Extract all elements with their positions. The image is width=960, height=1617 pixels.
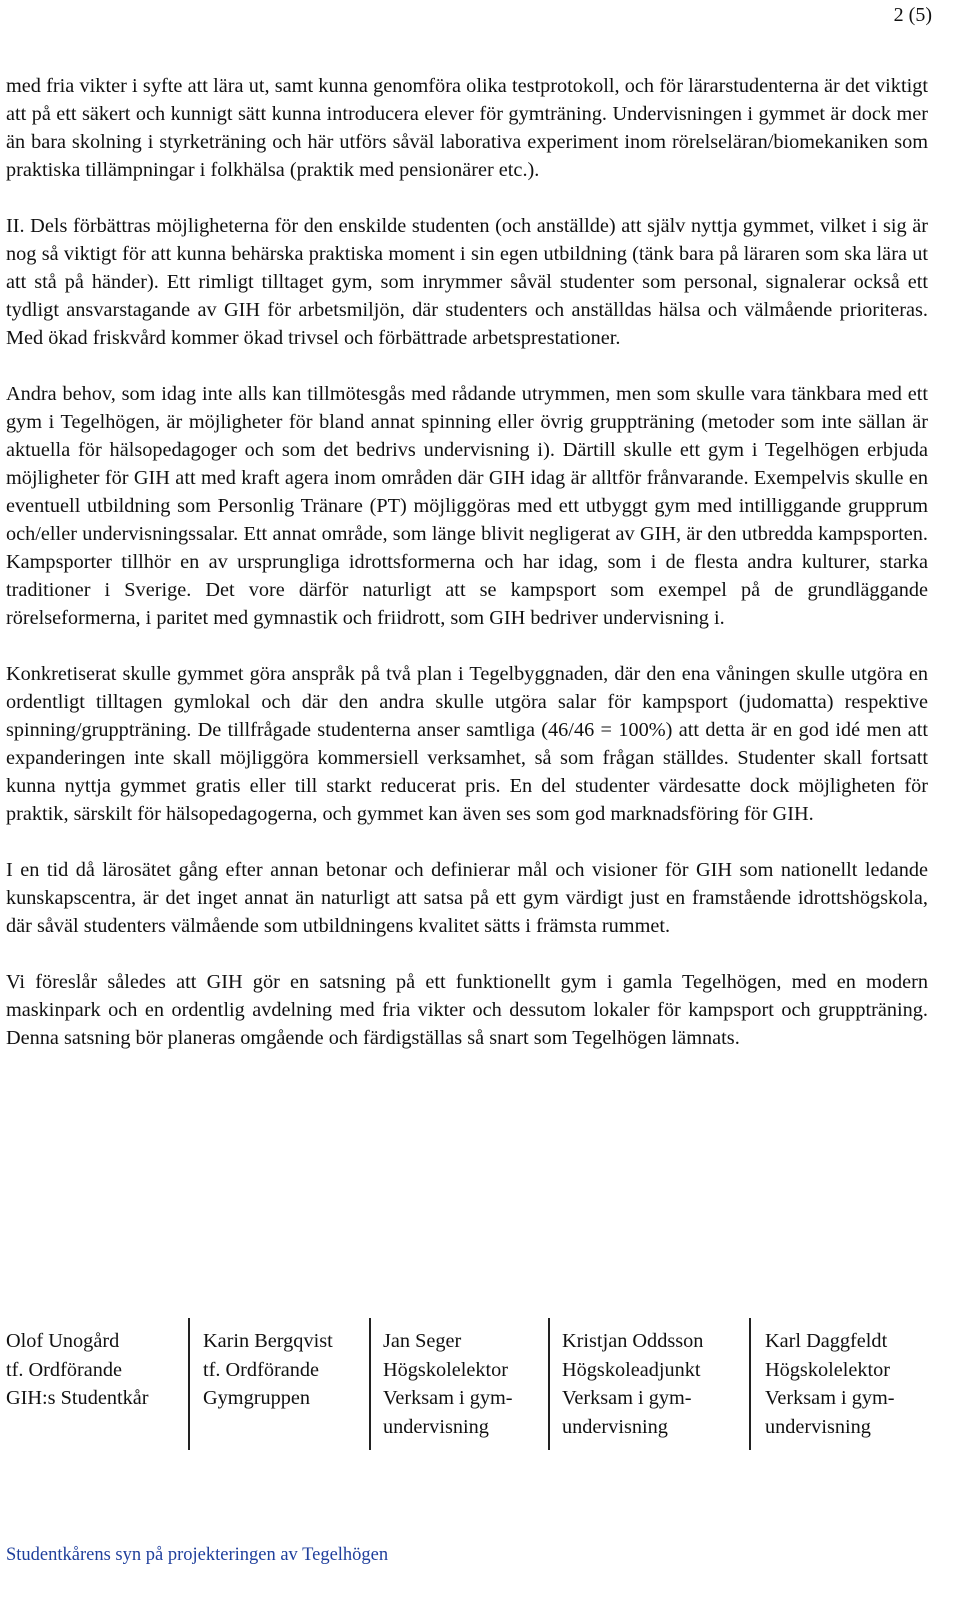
signature-block <box>0 1318 960 1450</box>
signer-name: Kristjan Oddsson <box>562 1330 704 1352</box>
signer-organization-cont: undervisning <box>562 1415 668 1438</box>
paragraph: med fria vikter i syfte att lära ut, samt kunna genomföra olika testprotokoll, och för lärarstudenterna är det viktigt att på ett säkert och kunnigt sätt kunna introducera elever för gymträning. Undervisningen i gymmet är dock mer än bara skolning i styrketräning och här utförs såväl laborativa experiment inom rörelseläran/biomekaniken som praktiska tillämpningar i folkhälsa (praktik med pensionärer etc.). <box>6 75 928 181</box>
document-body <box>6 72 928 1080</box>
paragraph: Andra behov, som idag inte alls kan tillmötesgås med rådande utrymmen, men som skulle vara tänkbara med ett gym i Tegelhögen, är möjligheter för bland annat spinning eller övrig gruppträning (metoder som inte sällan är aktuella för hälsopedagoger och som det bedrivs undervisning i). Därtill skulle ett gym i Tegelhögen erbjuda möjligheter för GIH att med kraft agera inom områden där GIH idag är alltför frånvarande. Exempelvis skulle en eventuell utbildning som Personlig Tränare (PT) möjliggöras med ett utbyggt gym med intilliggande grupprum och/eller undervisningssalar. Ett annat område, som länge blivit negligerat av GIH, är den utbredda kampsporten. Kampsporter tillhör en av ursprungliga idrottsformerna och har idag, som i de flesta andra kulturer, starka traditioner i Sverige. Det vore därför naturligt att se kampsport som exempel på de grundläggande rörelseformerna, i paritet med gymnastik och friidrott, som GIH bedriver undervisning i. <box>6 383 928 629</box>
signer-organization: Gymgruppen <box>203 1387 311 1409</box>
signer-organization: Verksam i gym- <box>562 1387 692 1409</box>
signer-organization-cont: undervisning <box>383 1415 489 1438</box>
signer-name: Olof Unogård <box>6 1330 120 1352</box>
signer-name: Jan Seger <box>383 1330 462 1352</box>
signer-organization: Verksam i gym- <box>765 1387 895 1409</box>
signer-organization: GIH:s Studentkår <box>6 1387 149 1409</box>
signer-name: Karin Bergqvist <box>203 1330 333 1352</box>
signer-name: Karl Daggfeldt <box>765 1330 888 1352</box>
signature-karin-bergqvist <box>188 1318 368 1450</box>
signer-role: Högskolelektor <box>383 1358 509 1381</box>
signature-olof-unogard <box>6 1318 186 1450</box>
signature-karl-daggfeldt <box>749 1318 949 1450</box>
signer-role: Högskoleadjunkt <box>562 1358 701 1381</box>
paragraph: II. Dels förbättras möjligheterna för den enskilde studenten (och anställde) att själv nyttja gymmet, vilket i sig är nog så viktigt för att kunna behärska praktiska moment i sin egen utbildning (tänk bara på läraren som ska lära ut att stå på händer). Ett rimligt tilltaget gym, som inrymmer såväl studenter som personal, signalerar också ett tydligt ansvarstagande av GIH för arbetsmiljön, där studenters och anställdas hälsa och välmående prioriteras. Med ökad friskvård kommer ökad trivsel och förbättrade arbetsprestationer. <box>6 215 928 349</box>
paragraph: Konkretiserat skulle gymmet göra anspråk på två plan i Tegelbyggnaden, där den ena våningen skulle utgöra en ordentligt tilltagen gymlokal och där den andra skulle utgöra salar för kampsport (judomatta) respektive spinning/gruppträning. De tillfrågade studenterna anser samtliga (46/46 = 100%) att detta är en god idé men att expanderingen inte skall möjliggöra kommersiell verksamhet, så som frågan ställdes. Studenter skall fortsatt kunna nyttja gymmet gratis eller till starkt reducerat pris. En del studenter värdesatte dock möjligheten för praktik, särskilt för hälsopedagogerna, och gymmet kan även ses som god marknadsföring för GIH. <box>6 663 928 825</box>
signer-role: tf. Ordförande <box>6 1358 123 1381</box>
paragraph: Vi föreslår således att GIH gör en satsning på ett funktionellt gym i gamla Tegelhögen, med en modern maskinpark och en ordentlig avdelning med fria vikter och dessutom lokaler för kampsport och gruppträning. Denna satsning bör planeras omgående och färdigställas så snart som Tegelhögen lämnats. <box>6 971 928 1049</box>
signer-role: tf. Ordförande <box>203 1358 320 1381</box>
signer-organization: Verksam i gym- <box>383 1387 513 1409</box>
signature-jan-seger <box>369 1318 547 1450</box>
page-number: 2 (5) <box>893 4 932 26</box>
signature-kristjan-oddsson <box>548 1318 748 1450</box>
document-footer: Studentkårens syn på projekteringen av Tegelhögen <box>6 1545 389 1565</box>
signer-role: Högskolelektor <box>765 1358 891 1381</box>
paragraph: I en tid då lärosätet gång efter annan betonar och definierar mål och visioner för GIH som nationellt ledande kunskapscentra, är det inget annat än naturligt att satsa på ett gym värdigt just en framstående idrottshögskola, där såväl studenters välmående som utbildningens kvalitet sätts i främsta rummet. <box>6 859 928 937</box>
signer-organization-cont: undervisning <box>765 1415 871 1438</box>
